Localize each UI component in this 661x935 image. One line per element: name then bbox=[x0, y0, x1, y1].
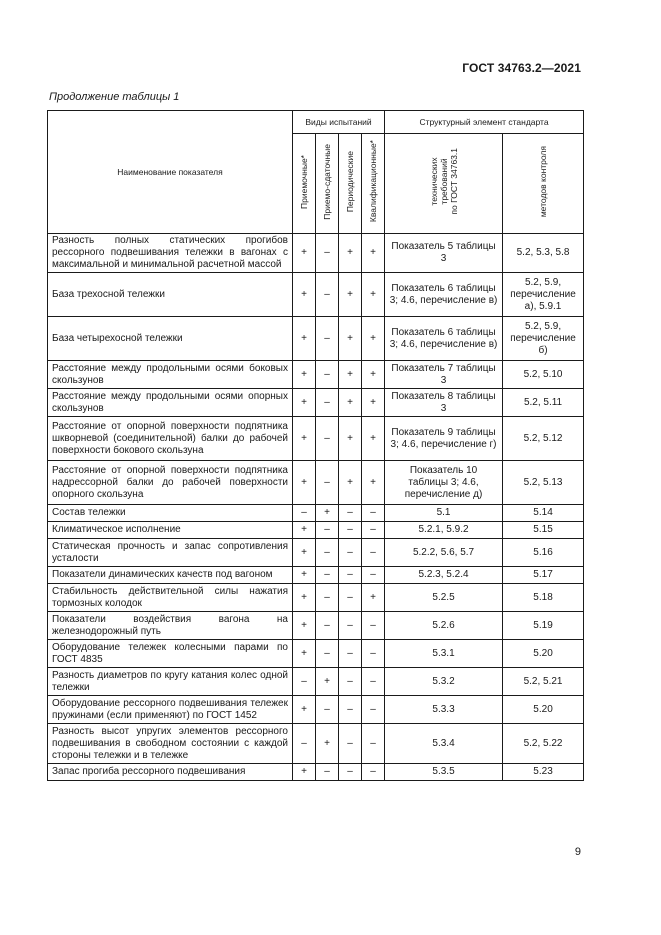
table-row bbox=[48, 234, 584, 273]
test-mark-cell: – bbox=[316, 539, 339, 567]
control-method-ref-cell: 5.14 bbox=[503, 505, 584, 522]
control-method-ref-cell: 5.2, 5.12 bbox=[503, 417, 584, 461]
indicator-name-cell: Разность высот упругих элементов рессорного подвешивания в свободном состоянии с каждой стороны тележки и в тележке bbox=[48, 724, 293, 764]
test-mark-cell: – bbox=[362, 539, 385, 567]
document-code: ГОСТ 34763.2—2021 bbox=[462, 61, 581, 75]
requirements-ref-cell: Показатель 10 таблицы 3; 4.6, перечисление д) bbox=[385, 461, 503, 505]
test-mark-cell: + bbox=[316, 668, 339, 696]
control-method-ref-cell: 5.2, 5.11 bbox=[503, 389, 584, 417]
test-mark-cell: – bbox=[339, 539, 362, 567]
test-mark-cell: – bbox=[293, 724, 316, 764]
test-mark-cell: – bbox=[316, 522, 339, 539]
indicator-name-cell: Показатели динамических качеств под вагоном bbox=[48, 567, 293, 584]
control-method-ref-cell: 5.2, 5.3, 5.8 bbox=[503, 234, 584, 273]
header-control-methods: методов контроля bbox=[503, 134, 584, 234]
indicator-name-cell: База четырехосной тележки bbox=[48, 317, 293, 361]
indicator-name-cell: Показатели воздействия вагона на железнодорожный путь bbox=[48, 612, 293, 640]
indicator-name-cell: База трехосной тележки bbox=[48, 273, 293, 317]
specification-table bbox=[47, 110, 584, 781]
test-mark-cell: – bbox=[339, 640, 362, 668]
control-method-ref-cell: 5.23 bbox=[503, 764, 584, 781]
test-mark-cell: – bbox=[362, 522, 385, 539]
requirements-ref-cell: 5.3.2 bbox=[385, 668, 503, 696]
table-row bbox=[48, 273, 584, 317]
requirements-ref-cell: 5.3.4 bbox=[385, 724, 503, 764]
table-row bbox=[48, 505, 584, 522]
test-mark-cell: – bbox=[316, 389, 339, 417]
test-mark-cell: – bbox=[316, 764, 339, 781]
test-mark-cell: – bbox=[339, 612, 362, 640]
test-mark-cell: – bbox=[339, 764, 362, 781]
test-mark-cell: + bbox=[362, 234, 385, 273]
test-mark-cell: – bbox=[362, 764, 385, 781]
table-row bbox=[48, 567, 584, 584]
indicator-name-cell: Разность диаметров по кругу катания колес одной тележки bbox=[48, 668, 293, 696]
header-qualification: Квалификационные* bbox=[362, 134, 385, 234]
test-mark-cell: – bbox=[362, 640, 385, 668]
indicator-name-cell: Расстояние между продольными осями боковых скользунов bbox=[48, 361, 293, 389]
indicator-name-cell: Статическая прочность и запас сопротивления усталости bbox=[48, 539, 293, 567]
test-mark-cell: + bbox=[293, 696, 316, 724]
test-mark-cell: + bbox=[316, 724, 339, 764]
requirements-ref-cell: 5.2.6 bbox=[385, 612, 503, 640]
header-standard-structure: Структурный элемент стандарта bbox=[385, 111, 584, 134]
indicator-name-cell: Расстояние от опорной поверхности подпятника надрессорной балки до рабочей поверхности опорного скользуна bbox=[48, 461, 293, 505]
test-mark-cell: + bbox=[293, 361, 316, 389]
test-mark-cell: – bbox=[339, 724, 362, 764]
table-row bbox=[48, 417, 584, 461]
test-mark-cell: + bbox=[362, 361, 385, 389]
requirements-ref-cell: 5.3.1 bbox=[385, 640, 503, 668]
test-mark-cell: – bbox=[293, 668, 316, 696]
test-mark-cell: – bbox=[316, 461, 339, 505]
test-mark-cell: – bbox=[316, 612, 339, 640]
test-mark-cell: + bbox=[293, 640, 316, 668]
control-method-ref-cell: 5.19 bbox=[503, 612, 584, 640]
requirements-ref-cell: Показатель 8 таблицы 3 bbox=[385, 389, 503, 417]
test-mark-cell: – bbox=[362, 724, 385, 764]
control-method-ref-cell: 5.15 bbox=[503, 522, 584, 539]
test-mark-cell: + bbox=[293, 612, 316, 640]
test-mark-cell: + bbox=[293, 317, 316, 361]
table-row bbox=[48, 539, 584, 567]
test-mark-cell: + bbox=[339, 317, 362, 361]
indicator-name-cell: Оборудование рессорного подвешивания тележек пружинами (если применяют) по ГОСТ 1452 bbox=[48, 696, 293, 724]
requirements-ref-cell: 5.3.3 bbox=[385, 696, 503, 724]
test-mark-cell: + bbox=[362, 417, 385, 461]
test-mark-cell: + bbox=[339, 273, 362, 317]
requirements-ref-cell: Показатель 6 таблицы 3; 4.6, перечисление в) bbox=[385, 273, 503, 317]
test-mark-cell: – bbox=[339, 696, 362, 724]
requirements-ref-cell: 5.2.1, 5.9.2 bbox=[385, 522, 503, 539]
control-method-ref-cell: 5.2, 5.9, перечисление а), 5.9.1 bbox=[503, 273, 584, 317]
test-mark-cell: – bbox=[316, 696, 339, 724]
control-method-ref-cell: 5.2, 5.22 bbox=[503, 724, 584, 764]
requirements-ref-cell: 5.2.2, 5.6, 5.7 bbox=[385, 539, 503, 567]
requirements-ref-cell: 5.3.5 bbox=[385, 764, 503, 781]
table-row bbox=[48, 361, 584, 389]
test-mark-cell: + bbox=[362, 317, 385, 361]
test-mark-cell: + bbox=[362, 461, 385, 505]
test-mark-cell: – bbox=[316, 361, 339, 389]
requirements-ref-cell: Показатель 6 таблицы 3; 4.6, перечисление в) bbox=[385, 317, 503, 361]
header-acceptance: Приемочные* bbox=[293, 134, 316, 234]
control-method-ref-cell: 5.2, 5.21 bbox=[503, 668, 584, 696]
test-mark-cell: + bbox=[293, 234, 316, 273]
table-row bbox=[48, 612, 584, 640]
indicator-name-cell: Запас прогиба рессорного подвешивания bbox=[48, 764, 293, 781]
requirements-ref-cell: Показатель 9 таблицы 3; 4.6, перечисление г) bbox=[385, 417, 503, 461]
indicator-name-cell: Расстояние между продольными осями опорных скользунов bbox=[48, 389, 293, 417]
header-indicator-name: Наименование показателя bbox=[48, 111, 293, 234]
indicator-name-cell: Разность полных статических прогибов рессорного подвешивания тележки в вагонах с максимальной и минимальной расчетной массой bbox=[48, 234, 293, 273]
test-mark-cell: – bbox=[316, 567, 339, 584]
page-number: 9 bbox=[574, 846, 581, 858]
test-mark-cell: – bbox=[316, 273, 339, 317]
test-mark-cell: + bbox=[293, 764, 316, 781]
test-mark-cell: + bbox=[293, 461, 316, 505]
test-mark-cell: – bbox=[339, 567, 362, 584]
control-method-ref-cell: 5.16 bbox=[503, 539, 584, 567]
table-row bbox=[48, 522, 584, 539]
table-row bbox=[48, 668, 584, 696]
table-row bbox=[48, 640, 584, 668]
test-mark-cell: – bbox=[316, 584, 339, 612]
control-method-ref-cell: 5.18 bbox=[503, 584, 584, 612]
requirements-ref-cell: Показатель 5 таблицы 3 bbox=[385, 234, 503, 273]
test-mark-cell: + bbox=[339, 234, 362, 273]
control-method-ref-cell: 5.2, 5.10 bbox=[503, 361, 584, 389]
test-mark-cell: + bbox=[362, 389, 385, 417]
test-mark-cell: – bbox=[316, 317, 339, 361]
table-row bbox=[48, 317, 584, 361]
test-mark-cell: + bbox=[362, 584, 385, 612]
header-requirements: технических требований по ГОСТ 34763.1 bbox=[385, 134, 503, 234]
test-mark-cell: – bbox=[339, 522, 362, 539]
test-mark-cell: – bbox=[362, 612, 385, 640]
test-mark-cell: + bbox=[293, 273, 316, 317]
control-method-ref-cell: 5.2, 5.9, перечисление б) bbox=[503, 317, 584, 361]
test-mark-cell: + bbox=[293, 567, 316, 584]
header-periodic: Периодические bbox=[339, 134, 362, 234]
test-mark-cell: + bbox=[362, 273, 385, 317]
test-mark-cell: + bbox=[339, 417, 362, 461]
header-test-types: Виды испытаний bbox=[293, 111, 385, 134]
test-mark-cell: + bbox=[339, 361, 362, 389]
test-mark-cell: – bbox=[339, 584, 362, 612]
test-mark-cell: + bbox=[293, 522, 316, 539]
control-method-ref-cell: 5.2, 5.13 bbox=[503, 461, 584, 505]
table-row bbox=[48, 389, 584, 417]
test-mark-cell: + bbox=[293, 539, 316, 567]
test-mark-cell: – bbox=[362, 567, 385, 584]
requirements-ref-cell: Показатель 7 таблицы 3 bbox=[385, 361, 503, 389]
table-row bbox=[48, 461, 584, 505]
test-mark-cell: – bbox=[339, 668, 362, 696]
requirements-ref-cell: 5.1 bbox=[385, 505, 503, 522]
indicator-name-cell: Климатическое исполнение bbox=[48, 522, 293, 539]
header-delivery: Приемо-сдаточные bbox=[316, 134, 339, 234]
table-body bbox=[48, 234, 584, 781]
table-row bbox=[48, 584, 584, 612]
test-mark-cell: – bbox=[316, 640, 339, 668]
test-mark-cell: – bbox=[362, 505, 385, 522]
control-method-ref-cell: 5.20 bbox=[503, 640, 584, 668]
requirements-ref-cell: 5.2.5 bbox=[385, 584, 503, 612]
test-mark-cell: + bbox=[316, 505, 339, 522]
indicator-name-cell: Состав тележки bbox=[48, 505, 293, 522]
control-method-ref-cell: 5.20 bbox=[503, 696, 584, 724]
table-row bbox=[48, 764, 584, 781]
test-mark-cell: + bbox=[293, 417, 316, 461]
test-mark-cell: – bbox=[316, 417, 339, 461]
indicator-name-cell: Оборудование тележек колесными парами по ГОСТ 4835 bbox=[48, 640, 293, 668]
test-mark-cell: + bbox=[339, 389, 362, 417]
table-row bbox=[48, 724, 584, 764]
test-mark-cell: – bbox=[362, 696, 385, 724]
test-mark-cell: + bbox=[339, 461, 362, 505]
test-mark-cell: + bbox=[293, 584, 316, 612]
table-row bbox=[48, 696, 584, 724]
test-mark-cell: – bbox=[362, 668, 385, 696]
test-mark-cell: – bbox=[316, 234, 339, 273]
test-mark-cell: + bbox=[293, 389, 316, 417]
control-method-ref-cell: 5.17 bbox=[503, 567, 584, 584]
indicator-name-cell: Расстояние от опорной поверхности подпятника шкворневой (соединительной) балки до рабочей поверхности бокового скользуна bbox=[48, 417, 293, 461]
table-caption: Продолжение таблицы 1 bbox=[49, 91, 180, 103]
test-mark-cell: – bbox=[339, 505, 362, 522]
indicator-name-cell: Стабильность действительной силы нажатия тормозных колодок bbox=[48, 584, 293, 612]
requirements-ref-cell: 5.2.3, 5.2.4 bbox=[385, 567, 503, 584]
test-mark-cell: – bbox=[293, 505, 316, 522]
